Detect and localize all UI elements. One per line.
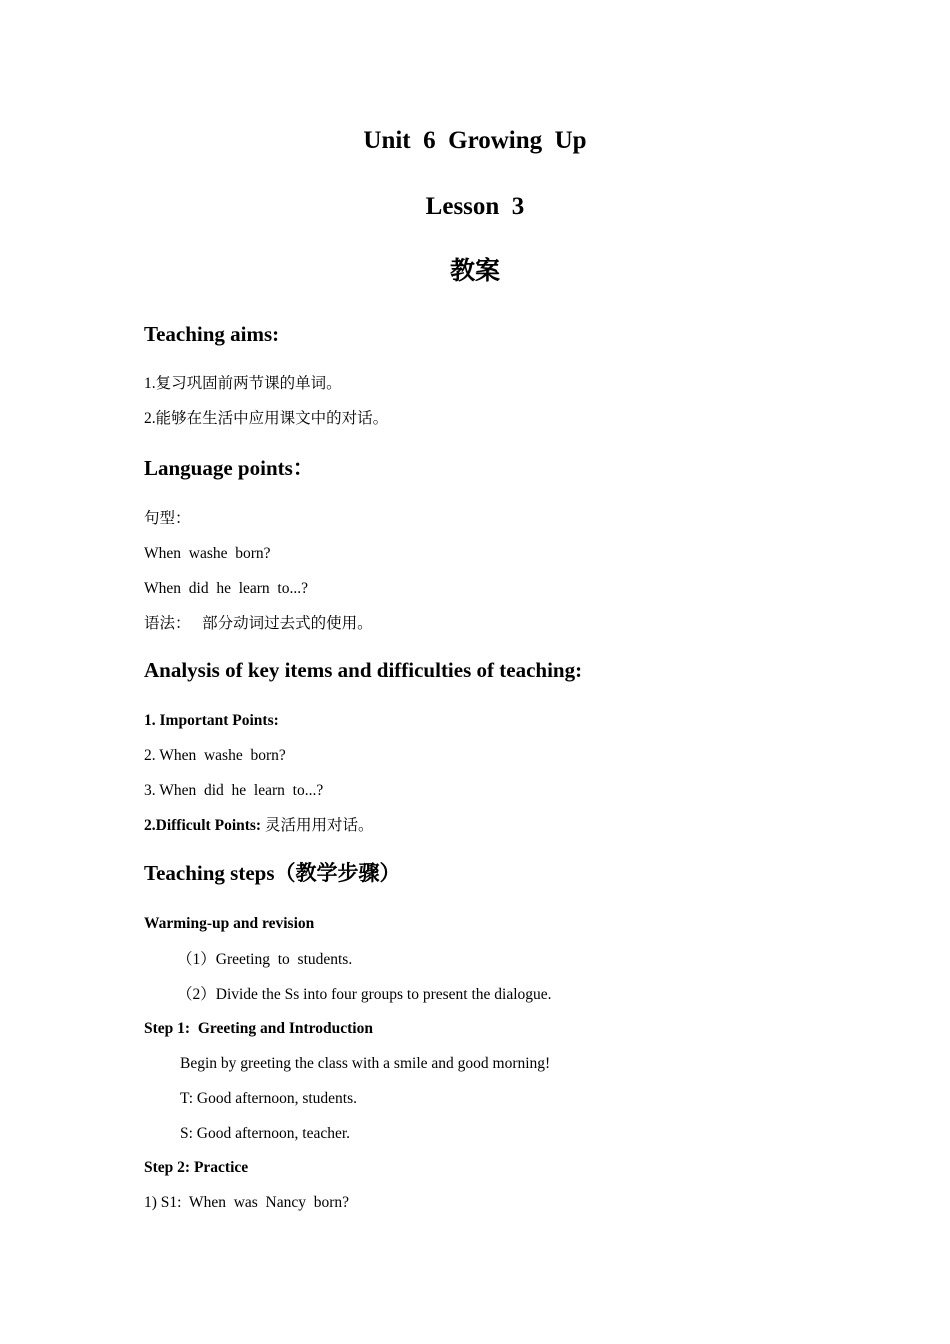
language-points-heading: Language points：	[144, 456, 314, 480]
language-point-item: When washe born?	[144, 545, 271, 562]
step2-item: 1) S1: When was Nancy born?	[144, 1194, 350, 1211]
step1-item: S: Good afternoon, teacher.	[180, 1125, 351, 1142]
difficult-points-label: 2.Difficult Points:	[144, 817, 262, 834]
step2-heading: Step 2: Practice	[144, 1159, 249, 1176]
warmup-heading: Warming-up and revision	[144, 915, 315, 932]
document-title: Unit 6 Growing Up	[363, 127, 587, 154]
teaching-aims-heading: Teaching aims:	[144, 322, 280, 346]
language-point-item: 句型：	[144, 510, 191, 527]
language-point-item: When did he learn to...?	[144, 580, 308, 597]
teaching-aim-item: 1.复习巩固前两节课的单词。	[144, 375, 342, 392]
step1-item: Begin by greeting the class with a smile and good morning!	[180, 1055, 551, 1072]
step1-item: T: Good afternoon, students.	[180, 1090, 358, 1107]
difficult-points-text: 灵活用用对话。	[261, 817, 374, 834]
warmup-item: （1）Greeting to students.	[177, 951, 353, 968]
difficult-points-line	[144, 818, 374, 834]
important-points-label: 1. Important Points:	[144, 712, 279, 729]
step1-heading: Step 1: Greeting and Introduction	[144, 1020, 373, 1037]
lesson-title: Lesson 3	[425, 193, 525, 220]
analysis-heading: Analysis of key items and difficulties of teaching:	[144, 658, 583, 682]
analysis-item: 2. When washe born?	[144, 747, 286, 764]
warmup-item: （2）Divide the Ss into four groups to present the dialogue.	[177, 986, 552, 1003]
teaching-steps-heading: Teaching steps（教学步骤）	[144, 861, 401, 885]
analysis-item: 3. When did he learn to...?	[144, 782, 324, 799]
teaching-aim-item: 2.能够在生活中应用课文中的对话。	[144, 410, 389, 427]
language-point-item: 语法： 部分动词过去式的使用。	[144, 615, 373, 632]
lesson-plan-label: 教案	[449, 258, 500, 285]
